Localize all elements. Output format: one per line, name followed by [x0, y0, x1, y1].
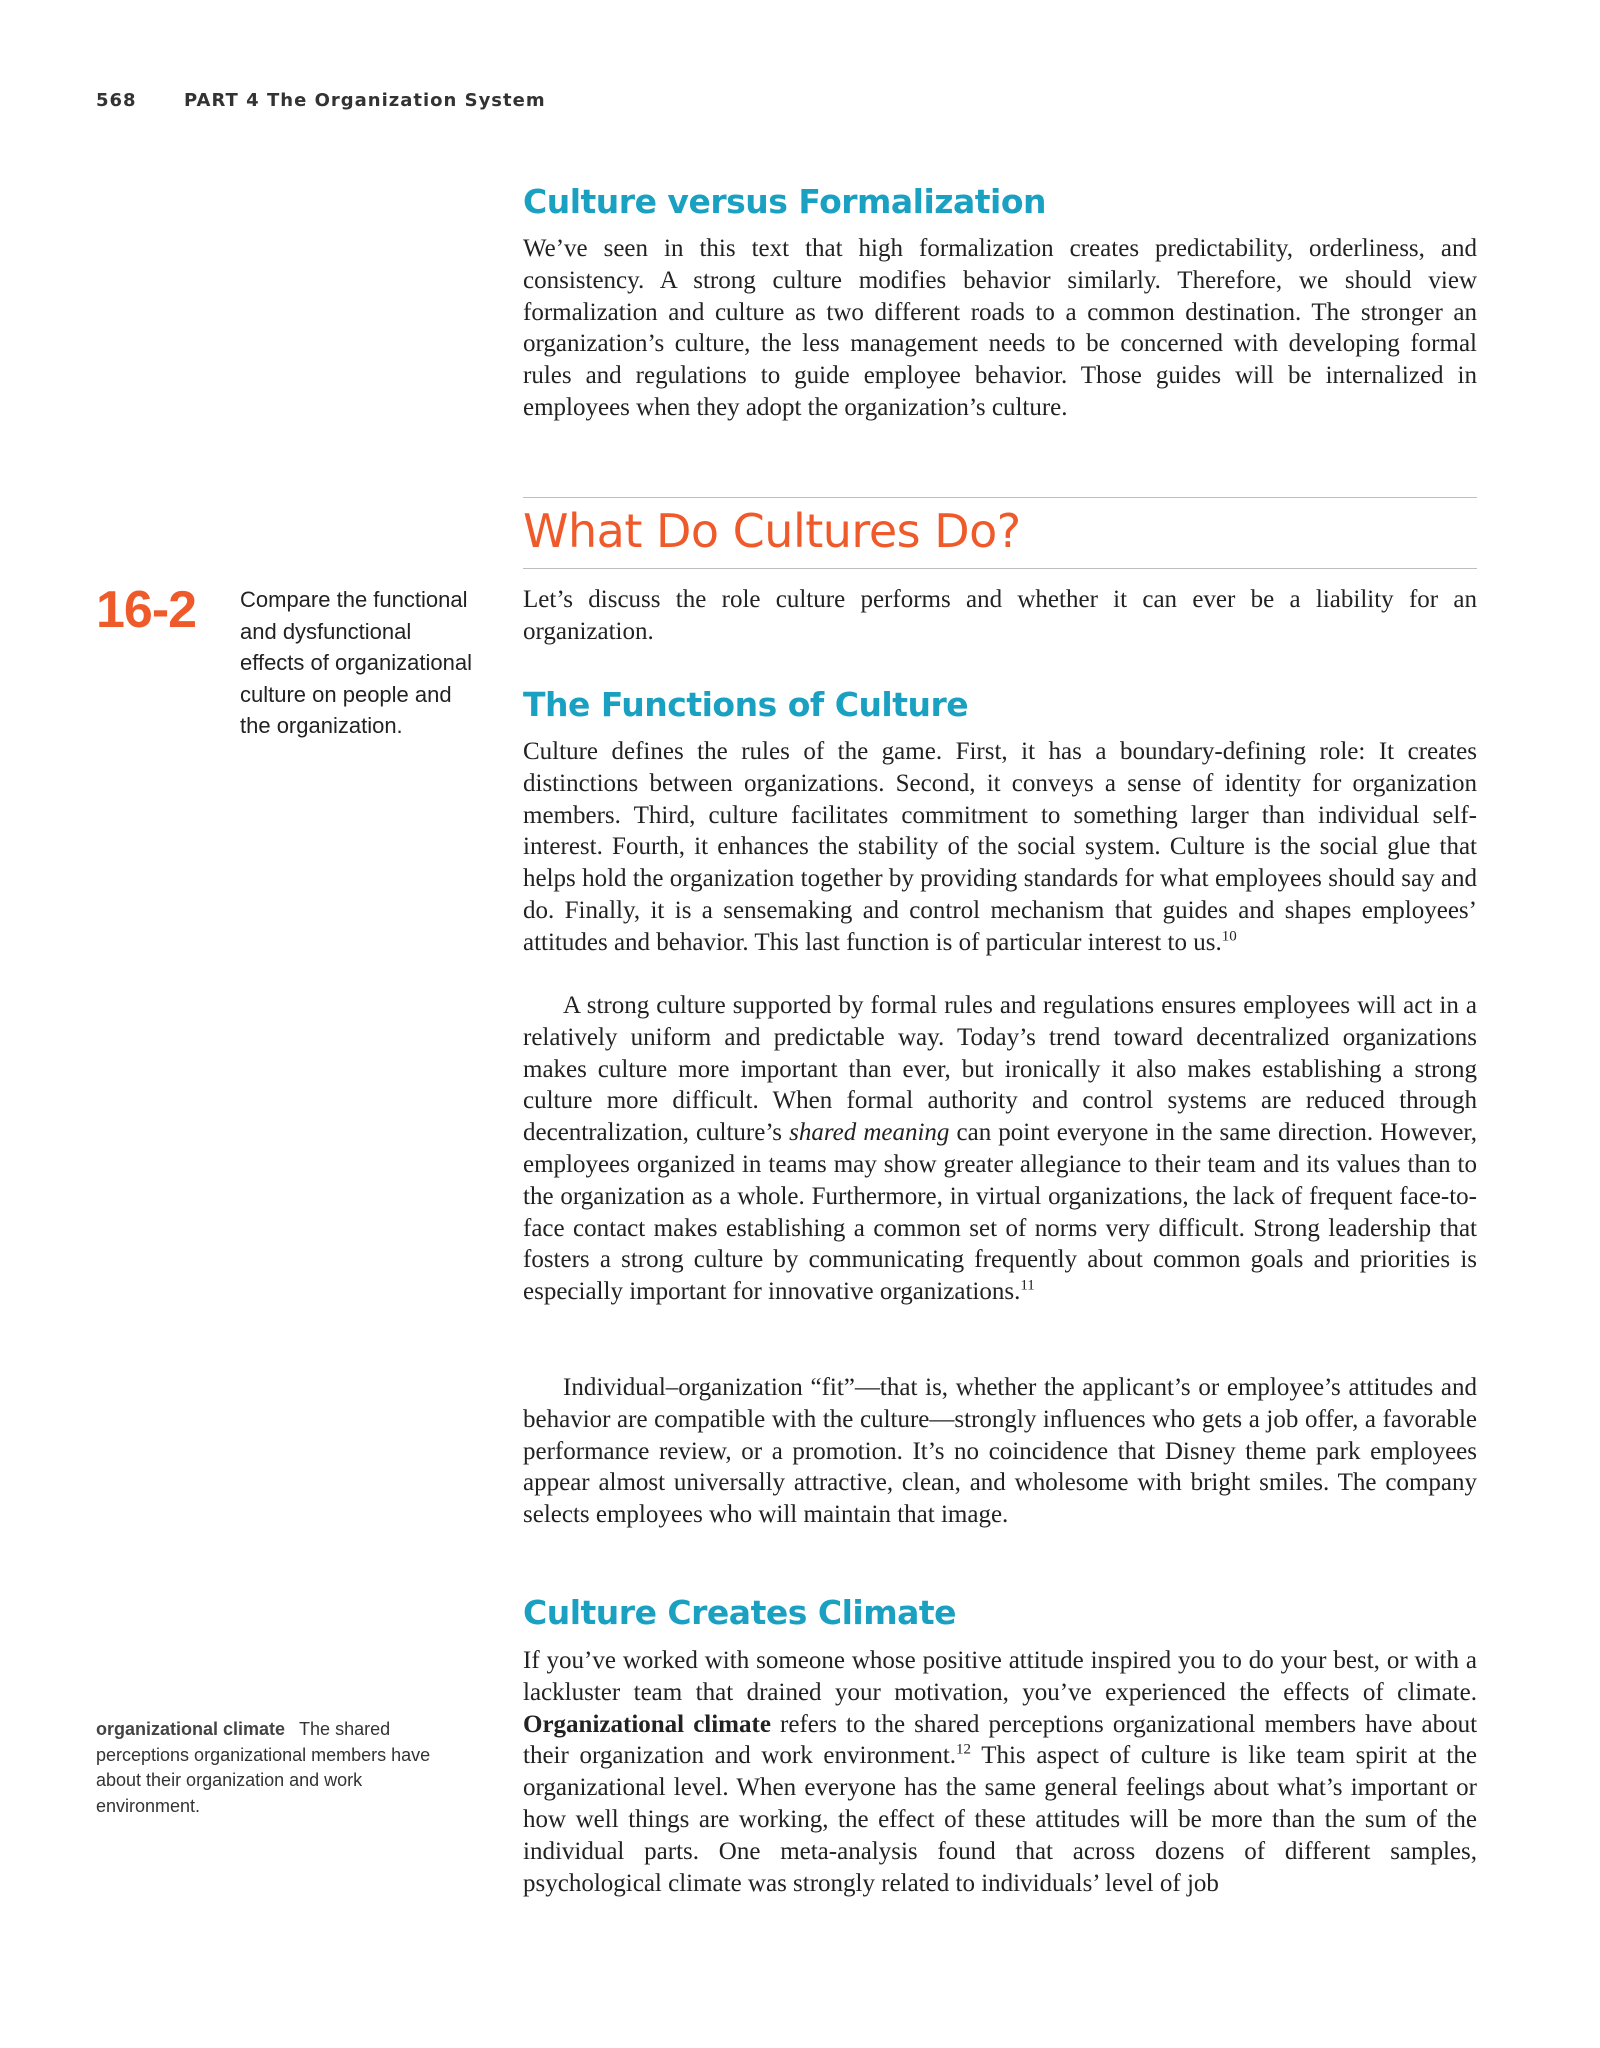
page-number: 568: [96, 90, 137, 111]
functions-1-text: Culture defines the rules of the game. First, it has a boundary-defining role: It creates distinctions between organizations. Second, it conveys a sense of identity for organization members. Third, culture facilitates commitment to something larger than individual self-interest. Fourth, it enhances the stability of the social system. Culture is the social glue that helps hold the organization together by providing standards for what employees should say and do. Finally, it is a sensemaking and control mechanism that guides and shapes employees’ attitudes and behavior. This last function is of particular interest to us.: [523, 738, 1477, 956]
climate-text-c: This aspect of culture is like team spirit at the organizational level. When everyone has the same general feelings about what’s important or how well things are working, the effect of these attitudes will be more than the sum of the individual parts. One meta-analysis found that across dozens of different samples, psychological climate was strongly related to individuals’ level of job: [523, 1742, 1477, 1897]
section-rule-top: [523, 497, 1477, 498]
glossary-term: organizational climate: [96, 1719, 286, 1739]
endnote-10: 10: [1221, 928, 1237, 945]
learning-objective-number: 16-2: [96, 581, 197, 639]
functions-2-text-a: A strong culture supported by formal rules and regulations ensures employees will act in a relatively uniform and predictable way. Today’s trend toward decentralized organizations makes culture more important than ever, but ironically it also makes establishing a strong culture more difficult. When formal authority and control systems are reduced through decentralization, culture’s: [523, 992, 1477, 1147]
climate-term: Organizational climate: [523, 1710, 771, 1738]
glossary-entry: [96, 1717, 456, 1819]
paragraph-functions-3: Individual–organization “fit”—that is, whether the applicant’s or employee’s attitudes and behavior are compatible with the culture—strongly influences who gets a job offer, a favorable performance review, or a promotion. It’s no coincidence that Disney theme park employees appear almost universally attractive, clean, and wholesome with bright smiles. The company selects employees who will maintain that image.: [523, 1374, 1477, 1529]
climate-text-b: refers to the shared perceptions organizational members have about their organization and work environment.: [523, 1710, 1478, 1770]
endnote-12: 12: [956, 1742, 972, 1759]
part-label: PART 4: [184, 90, 260, 111]
functions-2-text-b: can point everyone in the same direction. However, employees organized in teams may show greater allegiance to their team and its values than to the organization as a whole. Furthermore, in virtual organizations, the lack of frequent face-to-face contact makes establishing a common set of norms very difficult. Strong leadership that fosters a strong culture by communicating frequently about common goals and priorities is especially important for innovative organizations.: [523, 1119, 1478, 1306]
paragraph-formalization: We’ve seen in this text that high formalization creates predictability, orderliness, and consistency. A strong culture modifies behavior similarly. Therefore, we should view formalization and culture as two different roads to a common destination. The stronger an organization’s culture, the less management needs to be concerned with developing formal rules and regulations to guide employee behavior. Those guides will be internalized in employees when they adopt the organization’s culture.: [523, 235, 1477, 421]
paragraph-climate: [523, 1645, 1477, 1899]
part-title: The Organization System: [267, 90, 546, 111]
heading-culture-creates-climate: Culture Creates Climate: [523, 1593, 957, 1632]
section-title: What Do Cultures Do?: [523, 504, 1021, 558]
heading-culture-versus-formalization: Culture versus Formalization: [523, 182, 1047, 221]
paragraph-intro: Let’s discuss the role culture performs and whether it can ever be a liability for an organization.: [523, 586, 1477, 645]
section-rule-bottom: [523, 568, 1477, 569]
endnote-11: 11: [1020, 1277, 1035, 1294]
glossary-definition: The shared perceptions organizational members have about their organization and work environment.: [96, 1719, 431, 1816]
paragraph-functions-1: [523, 736, 1477, 959]
paragraph-functions-2: [523, 990, 1477, 1308]
running-head: [96, 90, 546, 111]
heading-functions-of-culture: The Functions of Culture: [523, 685, 969, 724]
learning-objective-text: Compare the functional and dysfunctional effects of organizational culture on people and the organization.: [240, 587, 472, 738]
functions-2-italic: shared meaning: [789, 1119, 950, 1147]
climate-text-a: If you’ve worked with someone whose positive attitude inspired you to do your best, or with a lackluster team that drained your motivation, you’ve experienced the effects of climate.: [523, 1647, 1477, 1706]
